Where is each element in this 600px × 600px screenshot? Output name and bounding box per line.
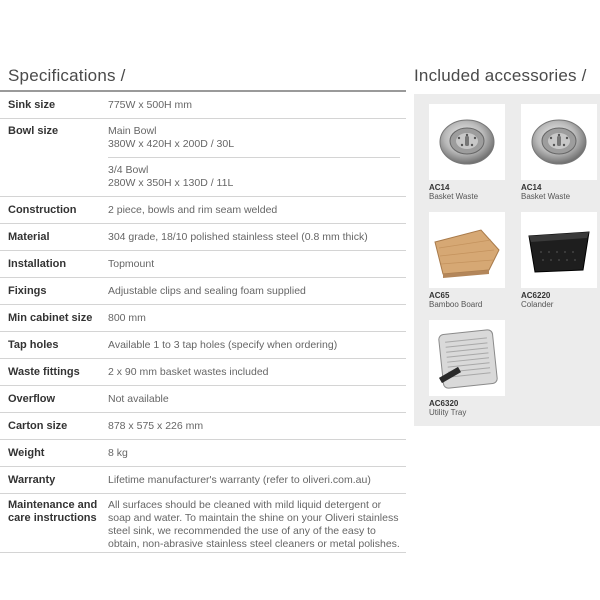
- spec-row: [0, 119, 406, 197]
- spec-label: Bowl size: [8, 125, 59, 137]
- spec-label: Min cabinet size: [8, 311, 93, 324]
- spec-label: Sink size: [8, 98, 56, 111]
- spec-value-group: [108, 119, 406, 196]
- spec-row: [0, 494, 406, 553]
- spec-value: 878 x 575 x 226 mm: [108, 419, 204, 432]
- spec-value: Available 1 to 3 tap holes (specify when ordering): [108, 338, 338, 351]
- spec-row: [0, 413, 406, 440]
- spec-label: Warranty: [8, 473, 56, 486]
- accessory-name: Bamboo Board: [429, 300, 483, 309]
- bowl-size-main: [108, 119, 400, 157]
- accessory-name: Utility Tray: [429, 408, 467, 417]
- specifications-section: [0, 62, 406, 553]
- spec-label: Weight: [8, 446, 45, 459]
- spec-row: [0, 278, 406, 305]
- accessory-card[interactable]: [429, 104, 507, 202]
- spec-row: [0, 251, 406, 278]
- accessory-card[interactable]: [521, 104, 599, 202]
- spec-label: Tap holes: [8, 338, 59, 351]
- spec-label: Waste fittings: [8, 365, 80, 378]
- accessory-name: Basket Waste: [521, 192, 571, 201]
- bowl-dimensions: 380W x 420H x 200D / 30L: [108, 138, 235, 150]
- spec-value: 304 grade, 18/10 polished stainless steel (0.8 mm thick): [108, 230, 368, 243]
- accessories-title: Included accessories /: [414, 66, 587, 85]
- accessory-code: AC14: [521, 183, 542, 192]
- accessory-code: AC6220: [521, 291, 551, 300]
- spec-label: Construction: [8, 203, 77, 216]
- spec-label: Overflow: [8, 392, 56, 405]
- spec-row: [0, 197, 406, 224]
- spec-value: Lifetime manufacturer's warranty (refer to oliveri.com.au): [108, 473, 371, 486]
- spec-row: [0, 386, 406, 413]
- spec-row: [0, 224, 406, 251]
- included-accessories-section: [414, 62, 600, 426]
- spec-value: All surfaces should be cleaned with mild liquid detergent or soap and water. To maintain the shine on your Oliveri stainless steel sink, we recommended the use of any of the easy to obtain, non-abrasive stainless steel cleaners or metal polishes.: [108, 499, 400, 550]
- specifications-title: Specifications /: [8, 66, 126, 85]
- spec-row: [0, 440, 406, 467]
- spec-row: [0, 359, 406, 386]
- accessory-code: AC14: [429, 183, 450, 192]
- spec-value: Not available: [108, 392, 169, 405]
- colander-icon: [521, 212, 597, 288]
- accessory-name: Basket Waste: [429, 192, 479, 201]
- basket-waste-icon: [429, 104, 505, 180]
- accessory-card[interactable]: [521, 212, 599, 310]
- spec-label: Maintenance and care instructions: [8, 499, 98, 524]
- spec-value: 800 mm: [108, 311, 146, 324]
- spec-value: 8 kg: [108, 446, 128, 459]
- bowl-dimensions: 280W x 350H x 130D / 11L: [108, 177, 234, 189]
- spec-value: Adjustable clips and sealing foam supplied: [108, 284, 306, 297]
- spec-row: [0, 305, 406, 332]
- bamboo-board-icon: [429, 212, 505, 288]
- spec-label: Installation: [8, 257, 67, 270]
- spec-value: 2 x 90 mm basket wastes included: [108, 365, 269, 378]
- spec-value: Topmount: [108, 257, 155, 270]
- accessories-panel: [414, 94, 600, 426]
- spec-label: Fixings: [8, 284, 47, 297]
- spec-label: Carton size: [8, 419, 68, 432]
- accessory-code: AC6320: [429, 399, 459, 408]
- accessory-name: Colander: [521, 300, 554, 309]
- spec-table: [0, 90, 406, 553]
- accessory-card[interactable]: [429, 320, 507, 418]
- spec-value: 2 piece, bowls and rim seam welded: [108, 203, 278, 216]
- bowl-size-three-quarter: [108, 157, 400, 196]
- spec-row: [0, 332, 406, 359]
- spec-label: Material: [8, 230, 50, 243]
- bowl-name: 3/4 Bowl: [108, 164, 149, 176]
- spec-row: [0, 92, 406, 119]
- basket-waste-icon: [521, 104, 597, 180]
- accessory-code: AC65: [429, 291, 450, 300]
- bowl-name: Main Bowl: [108, 125, 157, 137]
- spec-value: 775W x 500H mm: [108, 98, 193, 111]
- spec-row: [0, 467, 406, 494]
- utility-tray-icon: [429, 320, 505, 396]
- accessory-card[interactable]: [429, 212, 507, 310]
